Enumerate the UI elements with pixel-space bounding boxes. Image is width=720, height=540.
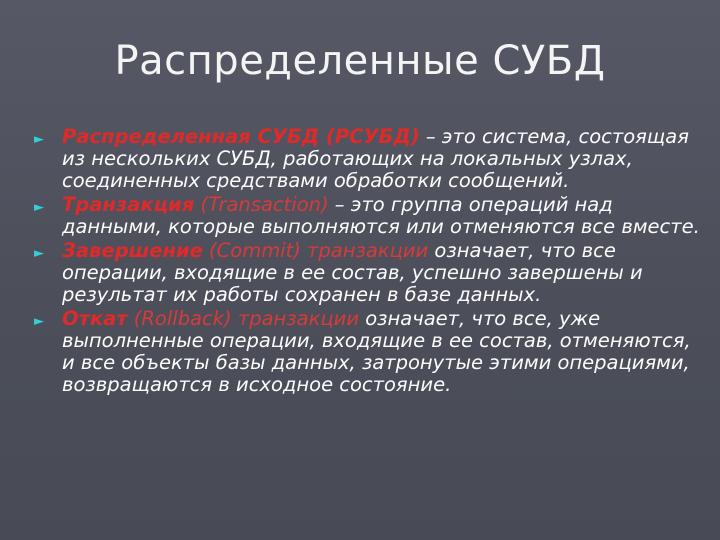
bullet-term-extra: (Transaction)	[194, 193, 329, 216]
bullet-term: Откат	[62, 307, 128, 330]
bullet-item	[34, 308, 704, 396]
bullet-text: означает, что все, уже выполненные операции, входящие в ее состав, отменяются, и все объекты базы данных, затронутые этими операциями, возвращаются в исходное состояние.	[62, 307, 691, 396]
bullet-arrow-icon: ►	[34, 132, 44, 147]
bullet-arrow-icon: ►	[34, 200, 44, 215]
bullet-term: Завершение	[62, 239, 203, 262]
slide-title: Распределенные СУБД	[114, 38, 606, 84]
bullet-term-extra: (Rollback) транзакции	[127, 307, 359, 330]
bullet-text: означает, что все операции, входящие в ее состав, успешно завершены и результат их работы сохранен в базе данных.	[62, 239, 643, 306]
bullet-arrow-icon: ►	[34, 314, 44, 329]
bullet-text: – это группа операций над данными, которые выполняются или отменяются все вместе.	[62, 193, 700, 238]
bullet-item	[34, 194, 704, 238]
bullet-term: Транзакция	[62, 193, 195, 216]
bullet-list	[34, 126, 704, 398]
bullet-arrow-icon: ►	[34, 246, 44, 261]
bullet-item	[34, 126, 704, 192]
bullet-term-extra: (Commit) транзакции	[202, 239, 429, 262]
bullet-term: Распределенная СУБД (РСУБД)	[62, 125, 420, 148]
bullet-text: – это система, состоящая из нескольких СУБД, работающих на локальных узлах, соединенных средствами обработки сообщений.	[62, 125, 689, 192]
bullet-item	[34, 240, 704, 306]
